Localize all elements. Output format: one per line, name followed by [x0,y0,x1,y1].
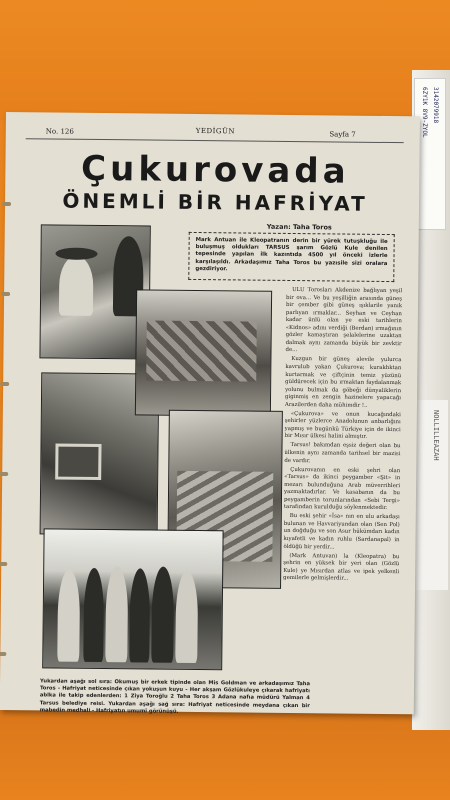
binding-ring [0,562,7,566]
body-paragraph: Kuzgun bir güneş alevile yulurca kavrulub yakan Çukurova; kurakhktan kurtarmak ve çiftçinin temiz yüzünü güldürecek için bu ırmaktan faydalanmak yolunu bulmak da göbeği dünyaliklerin giginmiş en zengin hazinelere yapacağı Arazilerden daha mühimdir !.. [284,356,402,409]
binding-ring [0,472,8,476]
body-paragraph: ULU Torosları Akdenize bağlıyan yeşil bir ova... Ve bu yeşilliğin arasında güneş bir çember gibi güneş ışıklarile yanık parlıyan ırmaklar... Seyhan ve Ceyhan kadar ünlü olan ye eski tarihlerin «Kidnos» adını verdiği (Berdan) ırmağının gözler kamaştıran şelalelerine uzaktan dalmak aynı zamanda büyük bir zevktir de... [285,287,403,354]
article-subtitle: ÖNEMLİ BİR HAFRİYAT [62,188,368,216]
orange-background-bottom [0,705,450,800]
article-intro-box: Mark Antuan ile Kleopatranın derin bir yürek tutuşkluğu ile buluşmuş oldukları TARSUS şarım Gözlü Kule denilen tepesinde yapılan ilk kazıntıda 4500 yıl önceki izlerle karşılaşıldı. Arkadaşımız Taha Toros bu yazısile sizi oralara gezdiriyor. [188,232,394,282]
magazine-page [0,112,420,714]
page-header [26,124,404,143]
photo-group-of-men [42,528,223,670]
issue-number: No. 126 [45,127,74,136]
photo-figure [57,570,80,662]
binding-ring [0,652,6,656]
photo-portrait [39,224,150,359]
magazine-name: YEDİGÜN [195,126,236,136]
page-number: Sayfa 7 [329,130,356,139]
side-document [416,400,448,590]
photo-figure [151,567,174,663]
body-paragraph: Bu eski şehir «İsa» nın en ulu arkadaşı bulunan ve Havvariyundan olan (Sen Pol) un doğduğu ve son Asur hükümdarı kadın kıyafetli ve kadın ruhlu (Sardanapal) in öldüğü bir yerdir... [283,513,400,551]
article-title: Çukurovada [80,148,350,192]
photo-figure [175,571,198,663]
hat-shape [55,248,97,260]
article-body [283,287,402,585]
binding-ring [1,292,10,296]
photo-caption: Yukardan aşağı sol sıra: Okumuş bir erkek tipinde olan Mis Goldman ve arkadaşımız Taha Toros - Hafriyat neticesinde çıkan yokuşun kuyu - Her akşam Gözlükuleye çıkarak hafriyatı ablka ile takip edenlerden: 1 Ziya Toroğlu 2 Taha Toros 3 Adana nafıa müdürü Yalman 4 Tarsus belediye reisi. Yukardan aşağı sağ sıra: Hafriyat neticesinde meydana çıkan bir mabedin medhali - Hafriyatın umumî görünüşü. [39,678,311,715]
body-paragraph: Tarsus! bakımdan eşsiz değeri olan bu ülkenin aynı zamanda tarihsel bir mazisi de vardır. [284,442,401,464]
body-paragraph: «Çukurova» ve onun kucağındaki şehirler yüzlerce Anadolunun anbarlığını yapmış ve bugünkü Türkiye için de ikinci bir Mısır ülkesi halini almıştır. [284,410,401,441]
binding-ring [2,202,11,206]
photo-figure [105,566,128,662]
stone-rubble [146,320,257,381]
side-label-line2: 3142079918 [432,87,439,124]
well-structure [55,444,101,480]
photo-figure [129,568,150,662]
side-label-line1: 6ZY1K 8V9-ZYOL [421,87,428,138]
side-doc-text: NOLLILLEAZAH [432,410,440,461]
body-paragraph: (Mark Antuvan) la (Kleopatra) bu şehrin en yüksek bir yeri olan (Gözlü Kule) ye Mısırdan atlas ve ipek yelkenli gemilerle gelmişlerdir... [283,552,400,582]
orange-background-top [0,0,450,120]
binding-ring [0,382,9,386]
photo-figure [83,568,104,662]
body-paragraph: Çukurovanın en eski şehri olan «Tarsus» da ikinci peygamber «Şit» in mezarı bulunduğuna Arab müverrihleri yazmaktadırlar. Ve kasabanın da bu peygamberin torunlarından «Sebi Tergi» tarafından kurulduğu söylenmektedir. [283,466,401,512]
article-author: Yazan: Taha Toros [266,222,332,232]
photo-excavation-site [135,289,272,416]
photo-figure [59,256,94,316]
